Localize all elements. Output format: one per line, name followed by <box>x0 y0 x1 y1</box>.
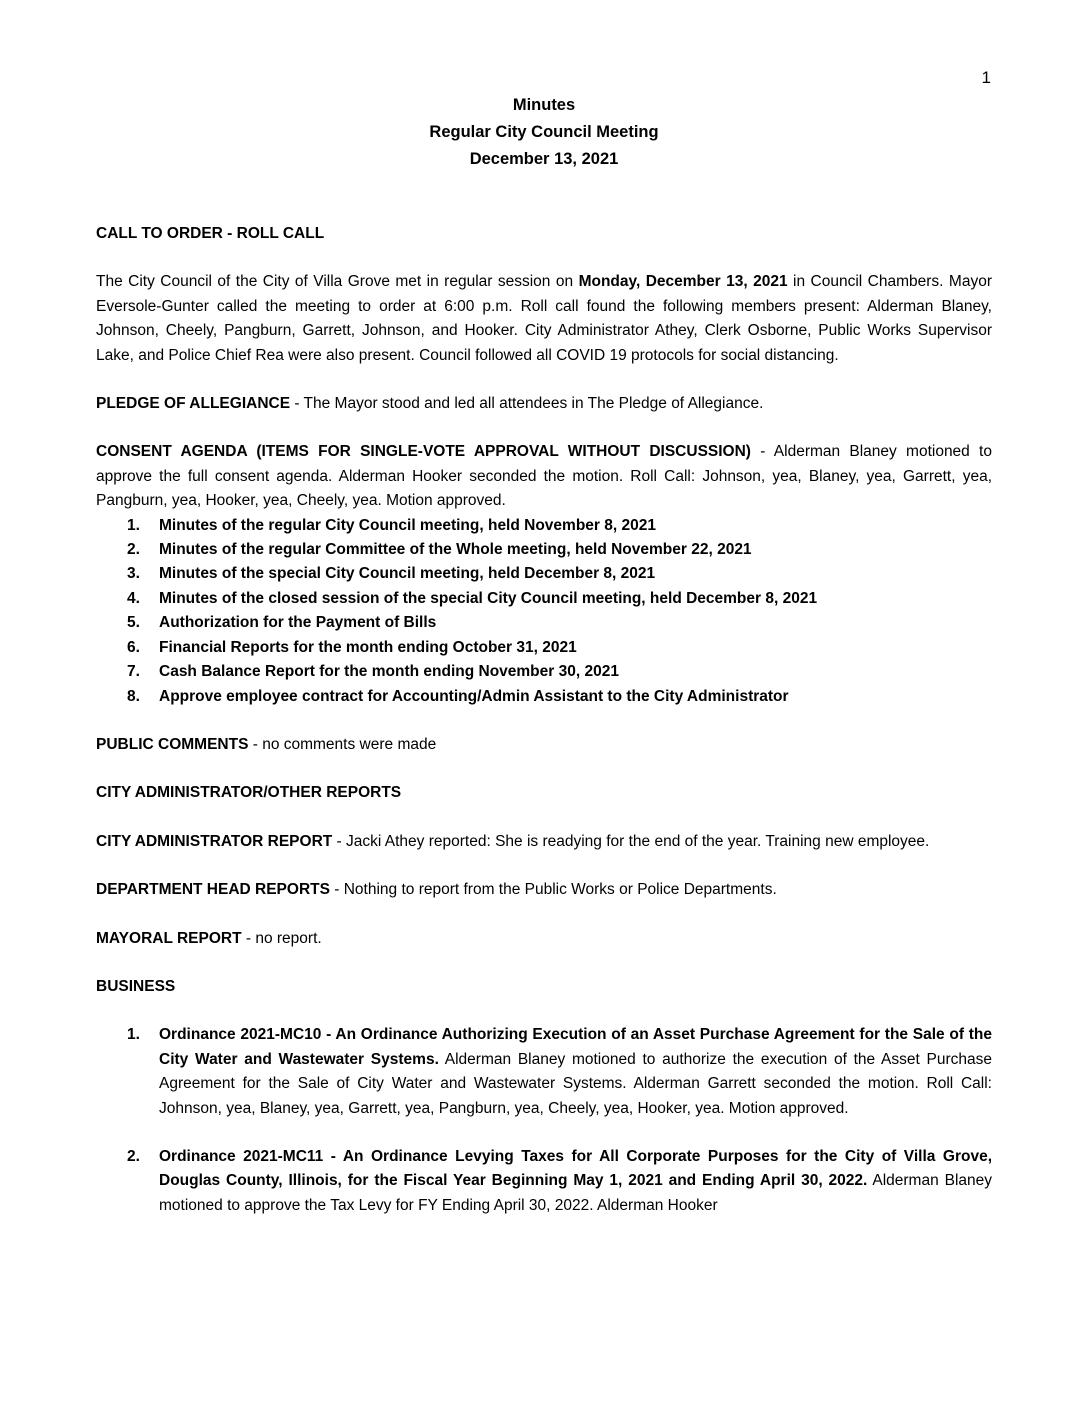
document-header <box>0 92 1088 173</box>
call-to-order-text-b: in Council Chambers. Mayor Eversole-Gunter called the meeting to order at 6:00 p.m. Roll call found the following members present: Alderman Blaney, Johnson, Cheely, Pangburn, Garrett, Johnson, and Hooker. City Administrator Athey, Clerk Osborne, Public Works Supervisor Lake, and Police Chief Rea were also present. Council followed all COVID 19 protocols for social distancing. <box>96 273 992 364</box>
admin-report-text: - Jacki Athey reported: She is readying for the end of the year. Training new employee. <box>332 832 930 850</box>
business-item-text: Alderman Blaney motioned to authorize the execution of the Asset Purchase Agreement for the Sale of City Water and Wastewater Systems. Alderman Garrett seconded the motion. Roll Call: Johnson, yea, Blaney, yea, Garrett, yea, Pangburn, yea, Cheely, yea, Hooker, yea. Motion approved. <box>159 1050 992 1117</box>
document-subtitle: Regular City Council Meeting <box>429 123 659 141</box>
public-comments-heading: PUBLIC COMMENTS <box>96 735 249 753</box>
list-item-number: 5. <box>127 614 140 632</box>
consent-paragraph <box>96 440 992 513</box>
pledge-paragraph <box>96 392 992 416</box>
admin-report-paragraph <box>96 830 992 854</box>
list-item-number: 7. <box>127 663 140 681</box>
meeting-date-inline: Monday, December 13, 2021 <box>578 273 788 291</box>
list-item-text: Cash Balance Report for the month ending November 30, 2021 <box>159 663 619 681</box>
consent-heading: CONSENT AGENDA (ITEMS FOR SINGLE-VOTE APPROVAL WITHOUT DISCUSSION) <box>96 443 751 461</box>
business-item-number: 2. <box>127 1147 140 1165</box>
list-item <box>96 660 992 684</box>
business-item <box>96 1023 992 1121</box>
meeting-date: December 13, 2021 <box>469 150 619 168</box>
list-item <box>96 538 992 562</box>
dept-reports-heading: DEPARTMENT HEAD REPORTS <box>96 881 330 899</box>
list-item-text: Authorization for the Payment of Bills <box>159 614 437 632</box>
list-item <box>96 636 992 660</box>
pledge-heading: PLEDGE OF ALLEGIANCE <box>96 395 291 413</box>
list-item-number: 4. <box>127 589 140 607</box>
mayoral-paragraph <box>96 927 992 951</box>
admin-report-heading: CITY ADMINISTRATOR REPORT <box>96 832 333 850</box>
document-title: Minutes <box>512 96 576 114</box>
admin-reports-heading: CITY ADMINISTRATOR/OTHER REPORTS <box>96 784 402 802</box>
public-comments-text: - no comments were made <box>248 735 437 753</box>
list-item-number: 2. <box>127 541 140 559</box>
mayoral-heading: MAYORAL REPORT <box>96 929 242 947</box>
list-item <box>96 514 992 538</box>
call-to-order-paragraph <box>96 270 992 368</box>
public-comments-paragraph <box>96 733 992 757</box>
call-to-order-text-a: The City Council of the City of Villa Grove met in regular session on <box>96 273 579 291</box>
list-item <box>96 611 992 635</box>
dept-reports-paragraph <box>96 878 992 902</box>
list-item <box>96 587 992 611</box>
pledge-text: - The Mayor stood and led all attendees in The Pledge of Allegiance. <box>290 395 764 413</box>
list-item-number: 8. <box>127 687 140 705</box>
dept-reports-text: - Nothing to report from the Public Works or Police Departments. <box>329 881 777 899</box>
list-item-number: 1. <box>127 516 140 534</box>
business-item-title: Ordinance 2021-MC11 - An Ordinance Levying Taxes for All Corporate Purposes for the City of Villa Grove, Douglas County, Illinois, for the Fiscal Year Beginning May 1, 2021 and Ending April 30, 2022. <box>159 1147 992 1190</box>
business-item <box>96 1145 992 1218</box>
call-to-order-heading: CALL TO ORDER - ROLL CALL <box>96 225 325 242</box>
page-number: 1 <box>981 68 991 87</box>
minutes-body <box>96 222 992 1218</box>
mayoral-text: - no report. <box>241 929 322 947</box>
list-item-text: Minutes of the special City Council meeting, held December 8, 2021 <box>159 565 656 583</box>
business-item-title: Ordinance 2021-MC10 - An Ordinance Authorizing Execution of an Asset Purchase Agreement for the Sale of the City Water and Wastewater Systems. <box>159 1026 992 1068</box>
list-item-text: Minutes of the regular Committee of the Whole meeting, held November 22, 2021 <box>159 541 752 559</box>
list-item-text: Approve employee contract for Accounting/Admin Assistant to the City Administrator <box>159 687 789 705</box>
consent-text: - Alderman Blaney motioned to approve the full consent agenda. Alderman Hooker seconded the motion. Roll Call: Johnson, yea, Blaney, yea, Garrett, yea, Pangburn, yea, Hooker, yea, Cheely, yea. Motion approved. <box>96 443 992 510</box>
business-item-number: 1. <box>127 1026 140 1044</box>
business-item-text: Alderman Blaney motioned to approve the Tax Levy for FY Ending April 30, 2022. Alderman Hooker <box>159 1172 992 1214</box>
consent-agenda-list <box>96 514 992 709</box>
list-item-text: Minutes of the closed session of the special City Council meeting, held December 8, 2021 <box>159 589 818 607</box>
list-item-number: 6. <box>127 638 140 656</box>
list-item <box>96 685 992 709</box>
list-item <box>96 562 992 586</box>
list-item-text: Minutes of the regular City Council meeting, held November 8, 2021 <box>159 516 656 534</box>
list-item-number: 3. <box>127 565 140 583</box>
list-item-text: Financial Reports for the month ending October 31, 2021 <box>159 638 577 656</box>
business-heading: BUSINESS <box>96 977 176 995</box>
business-list <box>96 1023 992 1218</box>
